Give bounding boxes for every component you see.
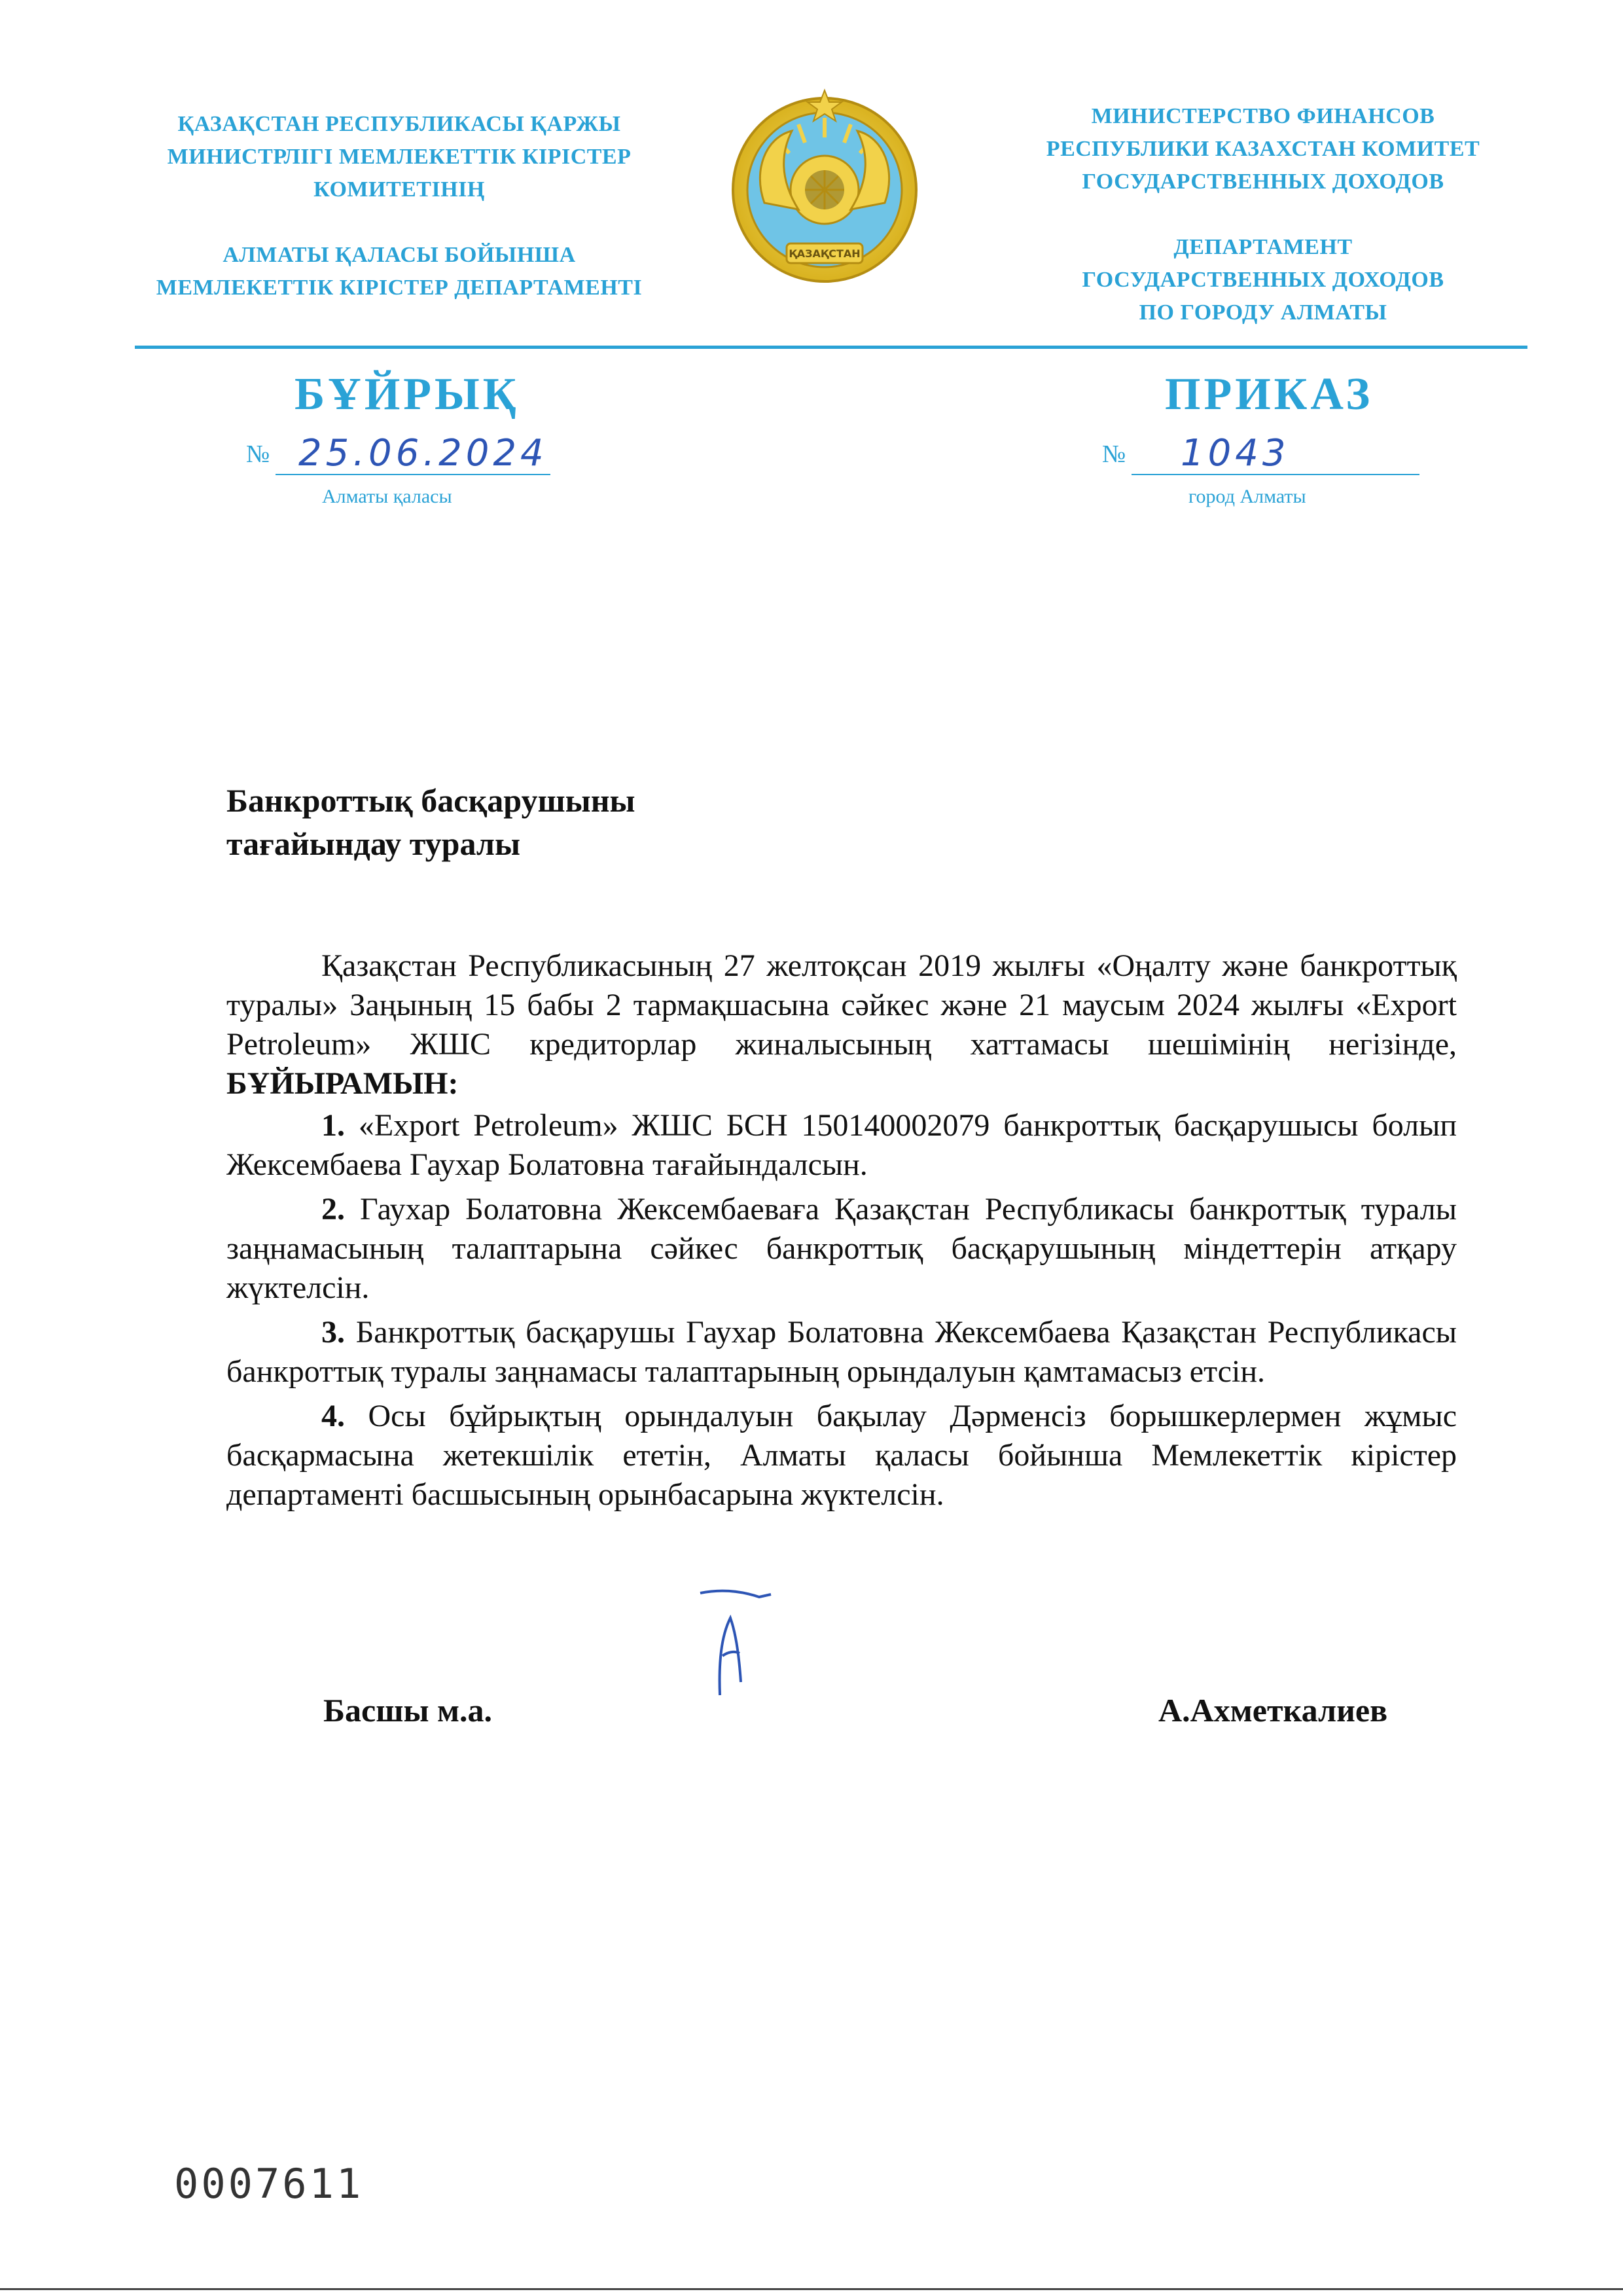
header-left	[118, 108, 681, 304]
body-item-1	[226, 1106, 1457, 1185]
header-left-line5: МЕМЛЕКЕТТІК КІРІСТЕР ДЕПАРТАМЕНТІ	[156, 276, 643, 300]
number-sign-left: №	[246, 440, 270, 468]
svg-text:ҚАЗАҚСТАН: ҚАЗАҚСТАН	[789, 247, 861, 260]
handwritten-number: 1043	[1181, 432, 1290, 475]
city-kz: Алматы қаласы	[322, 486, 452, 507]
item-text: Осы бұйрықтың орындалуын бақылау Дәрменсіз борышкерлермен жұмыс басқармасына жетекшілік ететін, Алматы қаласы бойынша Мемлекеттік кірістер департаменті басшысының орынбасарына жүктелсін.	[226, 1399, 1457, 1512]
intro-text: Қазақстан Республикасының 27 желтоқсан 2019 жылғы «Оңалту және банкроттық туралы» Заңының 15 бабы 2 тармақшасына сәйкес және 21 маусым 2024 жылғы «Export Petroleum» ЖШС кредиторлар жиналысының хаттамасы шешімінің негізінде,	[226, 948, 1457, 1062]
item-text: Гаухар Болатовна Жексембаеваға Қазақстан Республикасы банкроттық туралы заңнамасының талаптарына сәйкес банкроттық басқарушының міндеттерін атқару жүктелсін.	[226, 1192, 1457, 1305]
item-text: Банкроттық басқарушы Гаухар Болатовна Жексембаева Қазақстан Республикасы банкроттық туралы заңнамасы талаптарының орындалуын қамтамасыз етсін.	[226, 1315, 1457, 1389]
header-left-line3: КОМИТЕТІНІҢ	[313, 177, 485, 202]
header-right-line1: МИНИСТЕРСТВО ФИНАНСОВ	[1091, 104, 1435, 128]
header-right	[982, 100, 1544, 329]
order-number-left	[246, 432, 573, 479]
order-title-ru: ПРИКАЗ	[1165, 369, 1374, 420]
header-right-line5: ГОСУДАРСТВЕННЫХ ДОХОДОВ	[1082, 268, 1444, 292]
header-right-line4: ДЕПАРТАМЕНТ	[1173, 235, 1353, 259]
subject-line1: Банкроттық басқарушыны	[226, 782, 635, 819]
header-left-line1: ҚАЗАҚСТАН РЕСПУБЛИКАСЫ ҚАРЖЫ	[177, 112, 621, 136]
header-divider	[135, 346, 1527, 349]
body-item-3	[226, 1313, 1457, 1391]
order-number-right	[1102, 432, 1429, 479]
header-right-line6: ПО ГОРОДУ АЛМАТЫ	[1139, 300, 1387, 325]
signature-name: А.Ахметкалиев	[1158, 1692, 1388, 1729]
item-number: 1.	[321, 1108, 345, 1143]
page-bottom-edge	[0, 2288, 1623, 2290]
order-title-kz: БҰЙРЫҚ	[294, 369, 520, 420]
signature-role: Басшы м.а.	[323, 1692, 493, 1729]
city-ru: город Алматы	[1188, 486, 1306, 507]
item-number: 4.	[321, 1399, 345, 1433]
header-left-line2: МИНИСТРЛІГІ МЕМЛЕКЕТТІК КІРІСТЕР	[167, 145, 632, 169]
header-left-line4: АЛМАТЫ ҚАЛАСЫ БОЙЫНША	[223, 243, 576, 267]
handwritten-initial-mark	[694, 1577, 798, 1708]
form-serial-number: 0007611	[174, 2160, 364, 2208]
header-right-line3: ГОСУДАРСТВЕННЫХ ДОХОДОВ	[1082, 170, 1444, 194]
order-subject	[226, 779, 815, 865]
body-item-2	[226, 1190, 1457, 1308]
header-right-line2: РЕСПУБЛИКИ КАЗАХСТАН КОМИТЕТ	[1046, 137, 1480, 161]
command-text: БҰЙЫРАМЫН:	[226, 1066, 459, 1101]
subject-line2: тағайындау туралы	[226, 825, 521, 862]
item-number: 3.	[321, 1315, 345, 1350]
body-intro	[226, 946, 1457, 1103]
order-body	[226, 946, 1457, 1515]
state-emblem	[726, 72, 923, 308]
item-number: 2.	[321, 1192, 345, 1227]
item-text: «Export Petroleum» ЖШС БСН 150140002079 банкроттық басқарушысы болып Жексембаева Гаухар Болатовна тағайындалсын.	[226, 1108, 1457, 1182]
body-item-4	[226, 1397, 1457, 1515]
number-sign-right: №	[1102, 440, 1126, 468]
handwritten-date: 25.06.2024	[298, 432, 548, 475]
